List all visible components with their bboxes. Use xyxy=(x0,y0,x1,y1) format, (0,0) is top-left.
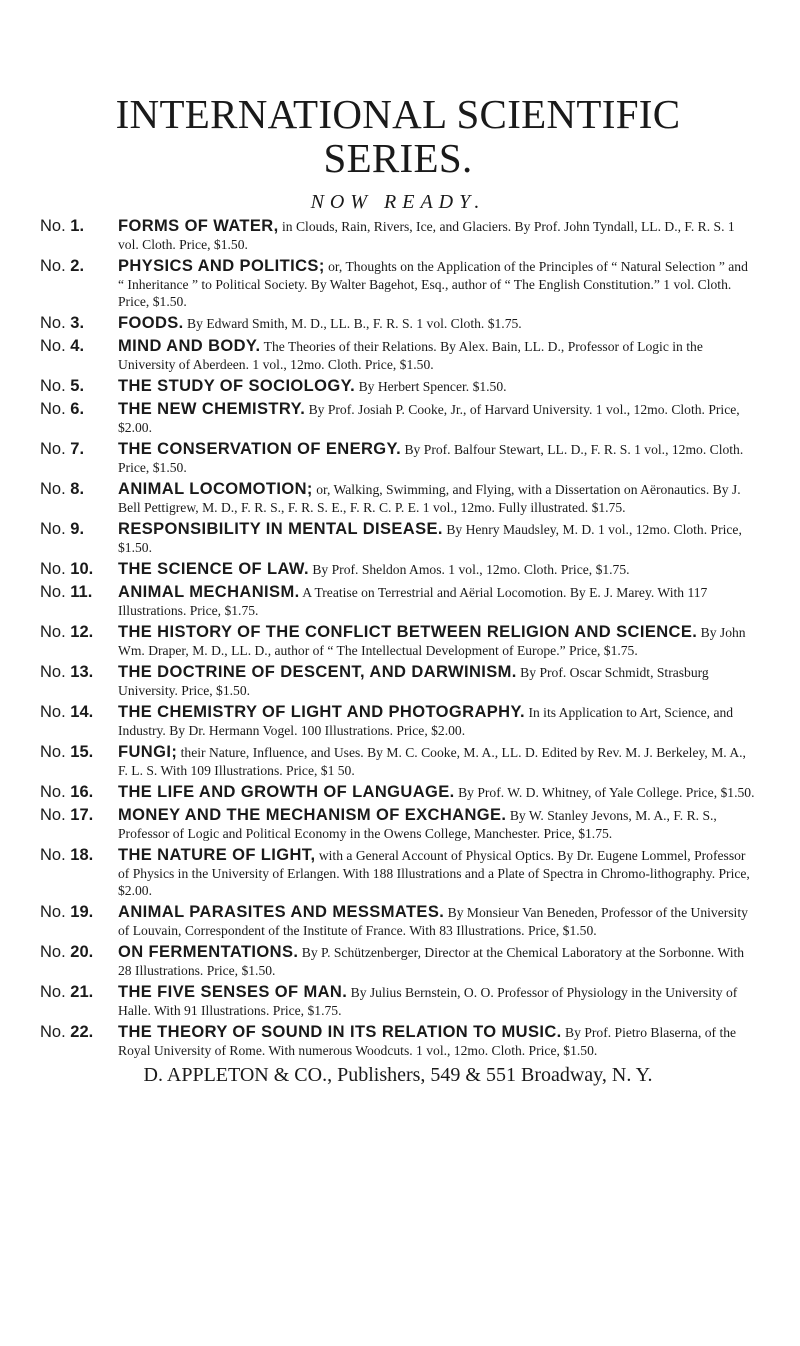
entry-no-label: No. xyxy=(40,983,66,1001)
entry-number xyxy=(40,703,118,722)
entry-no-label: No. xyxy=(40,377,66,395)
entry-index: 6. xyxy=(70,400,85,418)
entry-number xyxy=(40,663,118,682)
entry-index: 18. xyxy=(70,846,94,864)
entry-title: THE CONSERVATION OF ENERGY. xyxy=(118,440,402,458)
entry-index: 17. xyxy=(70,806,94,824)
entry-body xyxy=(118,400,756,436)
entry-title: FORMS OF WATER, xyxy=(118,217,279,235)
book-entry xyxy=(40,400,756,436)
entry-title: MONEY AND THE MECHANISM OF EXCHANGE. xyxy=(118,806,507,824)
entry-title: PHYSICS AND POLITICS; xyxy=(118,257,325,275)
entry-body xyxy=(118,783,756,802)
entry-body xyxy=(118,1023,756,1059)
book-entry xyxy=(40,806,756,842)
entry-body xyxy=(118,806,756,842)
entry-index: 8. xyxy=(70,480,85,498)
entry-no-label: No. xyxy=(40,623,66,641)
book-entry xyxy=(40,480,756,516)
entry-description: in Clouds, Rain, Rivers, Ice, and Glaciers. By Prof. John Tyndall, LL. D., F. R. S. 1 vol. Cloth. Price, $1.50. xyxy=(118,219,735,252)
entry-index: 11. xyxy=(70,583,93,601)
book-entry xyxy=(40,440,756,476)
entry-description: By Edward Smith, M. D., LL. B., F. R. S. 1 vol. Cloth. $1.75. xyxy=(183,316,522,331)
entry-description: By Monsieur Van Beneden, Professor of the University of Louvain, Correspondent of the Institute of France. With 83 Illustrations. Price, $1.50. xyxy=(118,905,748,938)
entry-index: 20. xyxy=(70,943,94,961)
entry-number xyxy=(40,1023,118,1042)
entry-number xyxy=(40,217,118,236)
entry-body xyxy=(118,257,756,310)
entry-no-label: No. xyxy=(40,783,66,801)
entry-description: By John Wm. Draper, M. D., LL. D., author of “ The Intellectual Development of Europe.” Price, $1.75. xyxy=(118,625,746,658)
entry-index: 5. xyxy=(70,377,85,395)
entry-index: 7. xyxy=(70,440,85,458)
book-entry xyxy=(40,783,756,802)
entry-title: THE NATURE OF LIGHT, xyxy=(118,846,316,864)
entry-body xyxy=(118,743,756,779)
entry-description: A Treatise on Terrestrial and Aërial Locomotion. By E. J. Marey. With 117 Illustrations. Price, $1.75. xyxy=(118,585,708,618)
book-list xyxy=(40,217,756,1059)
entry-index: 1. xyxy=(70,217,85,235)
entry-number xyxy=(40,903,118,922)
entry-no-label: No. xyxy=(40,480,66,498)
entry-body xyxy=(118,703,756,739)
entry-body xyxy=(118,217,756,253)
entry-no-label: No. xyxy=(40,257,66,275)
entry-body xyxy=(118,846,756,899)
entry-body xyxy=(118,314,756,333)
entry-description: By Prof. Josiah P. Cooke, Jr., of Harvard University. 1 vol., 12mo. Cloth. Price, $2.00. xyxy=(118,402,740,435)
entry-description: with a General Account of Physical Optics. By Dr. Eugene Lommel, Professor of Physics in the University of Erlangen. With 188 Illustrations and a Plate of Spectra in Chromo-lithography. Price, $2.00. xyxy=(118,848,750,898)
entry-number xyxy=(40,583,118,602)
page-title: INTERNATIONAL SCIENTIFIC SERIES. xyxy=(115,91,681,181)
entry-title: ON FERMENTATIONS. xyxy=(118,943,299,961)
book-entry xyxy=(40,377,756,396)
book-entry xyxy=(40,560,756,579)
entry-body xyxy=(118,520,756,556)
entry-title: FOODS. xyxy=(118,314,184,332)
book-entry xyxy=(40,943,756,979)
entry-index: 3. xyxy=(70,314,85,332)
page-subtitle: NOW READY. xyxy=(310,191,486,213)
book-entry xyxy=(40,520,756,556)
entry-title: THE STUDY OF SOCIOLOGY. xyxy=(118,377,356,395)
entry-no-label: No. xyxy=(40,846,66,864)
entry-index: 21. xyxy=(70,983,94,1001)
entry-no-label: No. xyxy=(40,903,66,921)
entry-no-label: No. xyxy=(40,743,66,761)
book-entry xyxy=(40,217,756,253)
entry-index: 13. xyxy=(70,663,94,681)
entry-no-label: No. xyxy=(40,314,66,332)
publisher-footer: D. APPLETON & CO., Publishers, 549 & 551 Broadway, N. Y. xyxy=(143,1064,653,1086)
entry-description: their Nature, Influence, and Uses. By M. C. Cooke, M. A., LL. D. Edited by Rev. M. J. Berkeley, M. A., F. L. S. With 109 Illustrations. Price, $1 50. xyxy=(118,745,746,778)
entry-no-label: No. xyxy=(40,560,66,578)
entry-index: 19. xyxy=(70,903,94,921)
entry-body xyxy=(118,583,756,619)
entry-index: 14. xyxy=(70,703,94,721)
entry-number xyxy=(40,314,118,333)
book-entry xyxy=(40,703,756,739)
book-entry xyxy=(40,983,756,1019)
book-entry xyxy=(40,846,756,899)
entry-index: 22. xyxy=(70,1023,94,1041)
entry-index: 9. xyxy=(70,520,85,538)
entry-number xyxy=(40,257,118,276)
entry-body xyxy=(118,623,756,659)
book-entry xyxy=(40,663,756,699)
entry-number xyxy=(40,560,118,579)
entry-number xyxy=(40,783,118,802)
entry-title: THE DOCTRINE OF DESCENT, AND DARWINISM. xyxy=(118,663,517,681)
entry-description: By Julius Bernstein, O. O. Professor of Physiology in the University of Halle. With 91 Illustrations. Price, $1.75. xyxy=(118,985,738,1018)
entry-number xyxy=(40,337,118,356)
entry-no-label: No. xyxy=(40,1023,66,1041)
entry-no-label: No. xyxy=(40,943,66,961)
entry-no-label: No. xyxy=(40,663,66,681)
entry-no-label: No. xyxy=(40,440,66,458)
entry-no-label: No. xyxy=(40,520,66,538)
entry-number xyxy=(40,520,118,539)
entry-index: 4. xyxy=(70,337,85,355)
entry-description: By Prof. W. D. Whitney, of Yale College. Price, $1.50. xyxy=(454,785,755,800)
entry-title: THE HISTORY OF THE CONFLICT BETWEEN RELIGION AND SCIENCE. xyxy=(118,623,698,641)
entry-body xyxy=(118,663,756,699)
entry-body xyxy=(118,480,756,516)
book-entry xyxy=(40,903,756,939)
entry-index: 2. xyxy=(70,257,85,275)
entry-no-label: No. xyxy=(40,217,66,235)
book-entry xyxy=(40,337,756,373)
book-entry xyxy=(40,583,756,619)
entry-description: In its Application to Art, Science, and Industry. By Dr. Hermann Vogel. 100 Illustrations. Price, $2.00. xyxy=(118,705,734,738)
entry-description: or, Thoughts on the Application of the Principles of “ Natural Selection ” and “ Inheritance ” to Political Society. By Walter Bagehot, Esq., author of “ The English Constitution.” 1 vol. Cloth. Price, $1.50. xyxy=(118,259,748,309)
book-entry xyxy=(40,257,756,310)
entry-title: THE CHEMISTRY OF LIGHT AND PHOTOGRAPHY. xyxy=(118,703,526,721)
entry-number xyxy=(40,846,118,865)
entry-description: The Theories of their Relations. By Alex. Bain, LL. D., Professor of Logic in the University of Aberdeen. 1 vol., 12mo. Cloth. Price, $1.50. xyxy=(118,339,703,372)
entry-description: By P. Schützenberger, Director at the Chemical Laboratory at the Sorbonne. With 28 Illustrations. Price, $1.50. xyxy=(118,945,745,978)
entry-no-label: No. xyxy=(40,583,66,601)
entry-number xyxy=(40,743,118,762)
entry-title: RESPONSIBILITY IN MENTAL DISEASE. xyxy=(118,520,443,538)
entry-body xyxy=(118,903,756,939)
entry-description: By Prof. Pietro Blaserna, of the Royal University of Rome. With numerous Woodcuts. 1 vol., 12mo. Cloth. Price, $1.50. xyxy=(118,1025,737,1058)
entry-description: or, Walking, Swimming, and Flying, with a Dissertation on Aëronautics. By J. Bell Pettigrew, M. D., F. R. S., F. R. S. E., F. R. C. P. E. 1 vol., 12mo. Fully illustrated. $1.75. xyxy=(118,482,741,515)
entry-body xyxy=(118,560,756,579)
entry-title: THE NEW CHEMISTRY. xyxy=(118,400,306,418)
entry-description: By Prof. Oscar Schmidt, Strasburg University. Price, $1.50. xyxy=(118,665,709,698)
entry-number xyxy=(40,480,118,499)
entry-number xyxy=(40,943,118,962)
entry-body xyxy=(118,440,756,476)
entry-title: FUNGI; xyxy=(118,743,178,761)
entry-number xyxy=(40,623,118,642)
entry-title: ANIMAL LOCOMOTION; xyxy=(118,480,313,498)
entry-body xyxy=(118,983,756,1019)
entry-index: 12. xyxy=(70,623,94,641)
entry-no-label: No. xyxy=(40,337,66,355)
entry-description: By Prof. Sheldon Amos. 1 vol., 12mo. Cloth. Price, $1.75. xyxy=(308,562,630,577)
entry-number xyxy=(40,400,118,419)
entry-title: MIND AND BODY. xyxy=(118,337,261,355)
entry-index: 16. xyxy=(70,783,94,801)
entry-body xyxy=(118,377,756,396)
entry-title: THE LIFE AND GROWTH OF LANGUAGE. xyxy=(118,783,455,801)
entry-number xyxy=(40,377,118,396)
entry-title: THE THEORY OF SOUND IN ITS RELATION TO MUSIC. xyxy=(118,1023,562,1041)
entry-description: By Herbert Spencer. $1.50. xyxy=(355,379,507,394)
entry-number xyxy=(40,440,118,459)
entry-index: 10. xyxy=(70,560,94,578)
entry-no-label: No. xyxy=(40,703,66,721)
entry-title: ANIMAL PARASITES AND MESSMATES. xyxy=(118,903,445,921)
entry-number xyxy=(40,983,118,1002)
entry-body xyxy=(118,337,756,373)
entry-index: 15. xyxy=(70,743,94,761)
entry-body xyxy=(118,943,756,979)
book-entry xyxy=(40,623,756,659)
entry-no-label: No. xyxy=(40,400,66,418)
entry-description: By Henry Maudsley, M. D. 1 vol., 12mo. Cloth. Price, $1.50. xyxy=(118,522,742,555)
entry-number xyxy=(40,806,118,825)
book-entry xyxy=(40,743,756,779)
entry-title: THE SCIENCE OF LAW. xyxy=(118,560,309,578)
entry-no-label: No. xyxy=(40,806,66,824)
book-entry xyxy=(40,314,756,333)
entry-title: ANIMAL MECHANISM. xyxy=(118,583,300,601)
entry-description: By W. Stanley Jevons, M. A., F. R. S., Professor of Logic and Political Economy in the Owens College, Manchester. Price, $1.75. xyxy=(118,808,717,841)
entry-description: By Prof. Balfour Stewart, LL. D., F. R. S. 1 vol., 12mo. Cloth. Price, $1.50. xyxy=(118,442,744,475)
entry-title: THE FIVE SENSES OF MAN. xyxy=(118,983,348,1001)
book-entry xyxy=(40,1023,756,1059)
